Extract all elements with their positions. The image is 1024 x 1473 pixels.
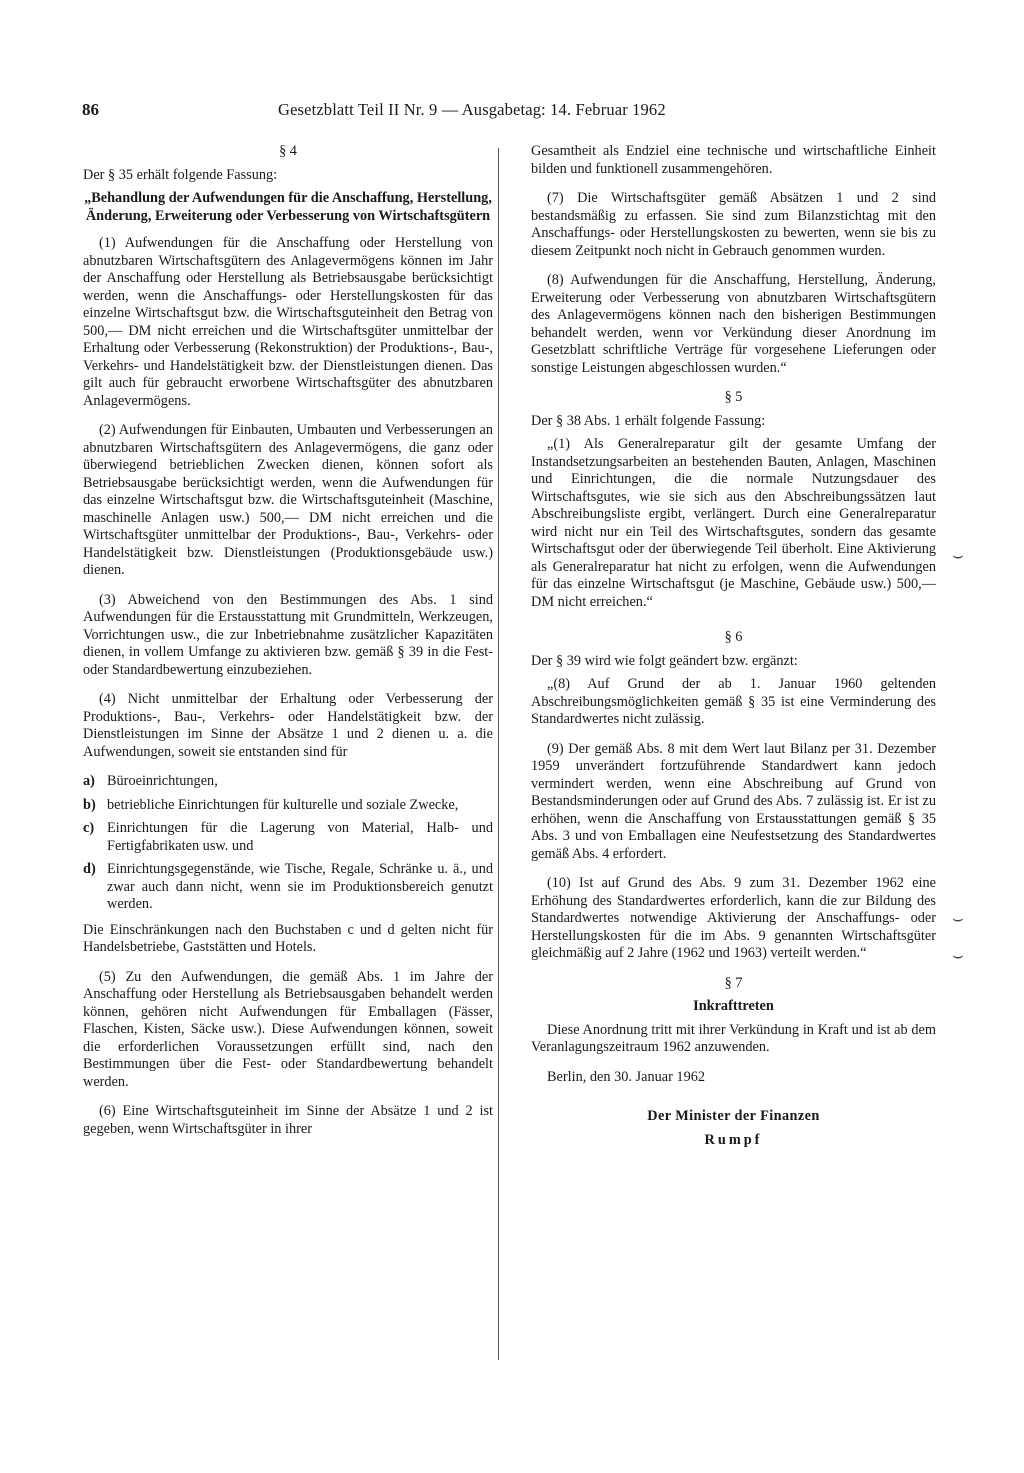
enumeration-list (83, 773, 493, 914)
paragraph-1: (1) Aufwendungen für die Anschaffung oder Herstellung von abnutzbaren Wirtschaftsgütern des Anlagevermögens können im Jahr der Anschaffung oder Herstellung als Betriebsausgabe berücksichtigt werden, wenn die Anschaffungs- oder Herstellungskosten für das einzelne Wirtschaftsgut bzw. die Wirtschaftsguteinheit den Betrag von 500,— DM nicht erreichen und die Wirtschaftsgüter unmittelbar der Erhaltung oder Verbesserung (Rekonstruktion) der Produktions-, Bau-, Verkehrs- und Handelstätigkeit bzw. der Dienstleistungen dienen. Das gilt auch für gebraucht erworbene Wirtschaftsgüter des abnutzbaren Anlagevermögens. (83, 235, 493, 409)
paragraph-8: (8) Aufwendungen für die Anschaffung, Herstellung, Änderung, Erweiterung oder Verbesserung von abnutzbaren Wirtschaftsgütern des Anlagevermögens können nach den bisherigen Bestimmungen behandelt werden, wenn vor Verkündung dieser Anordnung im Gesetzblatt schriftliche Verträge für vorgesehene Lieferungen oder sonstige Leistungen abgeschlossen wurden.“ (531, 272, 936, 376)
section-5-title: § 5 (724, 389, 743, 405)
list-item (83, 861, 493, 914)
section-6-intro: Der § 39 wird wie folgt geändert bzw. ergänzt: (531, 652, 798, 669)
page-number: 86 (82, 100, 99, 119)
margin-mark: ⌣ (952, 908, 964, 928)
signer-title: Der Minister der Finanzen (647, 1108, 820, 1124)
list-item-text: betriebliche Einrichtungen für kulturelle und soziale Zwecke, (107, 796, 459, 813)
page-header (82, 100, 934, 124)
list-item-text: Einrichtungsgegenstände, wie Tische, Regale, Schränke u. ä., und zwar auch dann nicht, wenn sie im Produktionsbereich genutzt werden. (107, 861, 493, 912)
list-item-label: b) (83, 796, 96, 813)
section-7-title: § 7 (724, 974, 743, 991)
list-item-text: Einrichtungen für die Lagerung von Material, Halb- und Fertigfabrikaten usw. und (107, 820, 493, 854)
section-6-paragraph-9: (9) Der gemäß Abs. 8 mit dem Wert laut Bilanz per 31. Dezember 1959 unverändert fortzuführende Standardwert kann jedoch vermindert werden, wenn eine Abschreibung auf Grund von Bestandsminderungen oder auf Grund des Abs. 7 zulässig ist. Er ist zu erhöhen, wenn die Anschaffung von Erstausstattungen gemäß § 35 Abs. 3 und von Emballagen eine Neufestsetzung des Standardwertes gemäß Abs. 4 erfordert. (531, 740, 936, 862)
paragraph-6-continued: Gesamtheit als Endziel eine technische und wirtschaftliche Einheit bilden und funktionell zusammengehören. (531, 143, 936, 177)
list-item (83, 773, 493, 791)
list-item (83, 820, 493, 855)
paragraph-4: (4) Nicht unmittelbar der Erhaltung oder Verbesserung der Produktions-, Bau-, Verkehrs- oder Handelstätigkeit bzw. der Dienstleistungen im Sinne der Absätze 1 und 2 dienen u. a. die Aufwendungen, soweit sie entstanden sind für (83, 691, 493, 760)
section-6-paragraph-10: (10) Ist auf Grund des Abs. 9 zum 31. Dezember 1962 eine Erhöhung des Standardwertes erforderlich, kann die zur Bildung des Standardwertes notwendige Aktivierung der Anschaffungs- oder Herstellungskosten für die im Abs. 9 genannten Wirtschaftsgüter gleichmäßig auf 2 Jahre (1962 und 1963) verteilt werden.“ (531, 875, 936, 961)
section-4-title: § 4 (279, 143, 297, 159)
section-5-paragraph-1: „(1) Als Generalreparatur gilt der gesamte Umfang der Instandsetzungsarbeiten an bestehenden Bauten, Anlagen, Maschinen und Einrichtungen, die die normale Nutzungsdauer des Wirtschaftsgutes, wie sie sich aus den Abschreibungssätzen laut Abschreibungsliste ergibt, verlängert. Durch eine Generalreparatur wird nicht nur ein Teil des Wirtschaftsgutes, sondern das gesamte Wirtschaftsgut oder der überwiegende Teil überholt. Eine Aktivierung als Generalreparatur hat nicht zu erfolgen, wenn die Aufwendungen für das einzelne Wirtschaftsgut (je Maschine, Gebäude usw.) 500,— DM nicht erreichen.“ (531, 436, 936, 610)
list-item-label: d) (83, 861, 96, 877)
section-7-heading: Inkrafttreten (693, 998, 774, 1014)
paragraph-7: (7) Die Wirtschaftsgüter gemäß Absätzen 1 und 2 sind bestandsmäßig zu erfassen. Sie sind zum Bilanzstichtag mit den Anschaffungs- oder Herstellungskosten zu bewerten, wenn sie bis zu diesem Zeitpunkt noch nicht in Gebrauch genommen wurden. (531, 190, 936, 259)
right-column (531, 143, 936, 1149)
section-4-intro: Der § 35 erhält folgende Fassung: (83, 166, 278, 183)
signer-name: Rumpf (704, 1131, 763, 1148)
margin-mark: ⌣ (952, 545, 964, 565)
list-item-label: c) (83, 820, 95, 836)
paragraph-4-end: Die Einschränkungen nach den Buchstaben c und d gelten nicht für Handelsbetriebe, Gaststätten und Hotels. (83, 921, 493, 955)
paragraph-2: (2) Aufwendungen für Einbauten, Umbauten und Verbesserungen an abnutzbaren Wirtschaftsgütern des Anlagevermögens, die ganz oder überwiegend betrieblichen Zwecken dienen, können sofort als Betriebsausgabe berücksichtigt werden, wenn die Aufwendungen für das einzelne Wirtschaftsgut bzw. die Wirtschaftsguteinheit (Maschine, maschinelle Anlagen usw.) 500,— DM nicht erreichen und die Wirtschaftsgüter unmittelbar der Produktions-, Bau-, Verkehrs- oder Handelstätigkeit bzw. Dienstleistungen (Produktionsgebäude usw.) dienen. (83, 422, 493, 578)
margin-mark: ⌣ (952, 945, 964, 965)
header-title: Gesetzblatt Teil II Nr. 9 — Ausgabetag: 14. Februar 1962 (278, 100, 666, 119)
section-7-paragraph: Diese Anordnung tritt mit ihrer Verkündung in Kraft und ist ab dem Veranlagungszeitraum 1962 anzuwenden. (531, 1021, 936, 1055)
paragraph-3: (3) Abweichend von den Bestimmungen des Abs. 1 sind Aufwendungen für die Erstausstattung mit Grundmitteln, Werkzeugen, Vorrichtungen usw., die zur Inbetriebnahme zusätzlicher Kapazitäten dienen, in vollem Umfange zu aktivieren bzw. gemäß § 39 in die Fest- oder Standardbewertung einzubeziehen. (83, 591, 493, 678)
paragraph-6: (6) Eine Wirtschaftsguteinheit im Sinne der Absätze 1 und 2 ist gegeben, wenn Wirtschaftsgüter in ihrer (83, 1103, 493, 1137)
list-item-label: a) (83, 773, 95, 789)
section-6-title: § 6 (724, 629, 743, 645)
section-4-heading: „Behandlung der Aufwendungen für die Anschaffung, Herstellung, Änderung, Erweiterung oder Verbesserung von Wirtschaftsgütern (84, 190, 492, 224)
section-6-paragraph-8: „(8) Auf Grund der ab 1. Januar 1960 geltenden Abschreibungsmöglichkeiten gemäß § 35 ist eine Verminderung des Standardwertes nicht zulässig. (531, 676, 936, 727)
list-item-text: Büroeinrichtungen, (107, 773, 218, 789)
left-column (83, 143, 493, 1150)
signing-date: Berlin, den 30. Januar 1962 (547, 1068, 706, 1085)
section-5-intro: Der § 38 Abs. 1 erhält folgende Fassung: (531, 412, 766, 429)
column-divider (498, 148, 499, 1360)
paragraph-5: (5) Zu den Aufwendungen, die gemäß Abs. 1 im Jahre der Anschaffung oder Herstellung als Betriebsausgaben behandelt werden können, gehören nicht Aufwendungen für Emballagen (Fässer, Flaschen, Kisten, Säcke usw.). Diese Aufwendungen können, soweit die erforderlichen Voraussetzungen erfüllt sind, nach den Bestimmungen über die Fest- oder Standardbewertung behandelt werden. (83, 968, 493, 1090)
list-item (83, 797, 493, 815)
